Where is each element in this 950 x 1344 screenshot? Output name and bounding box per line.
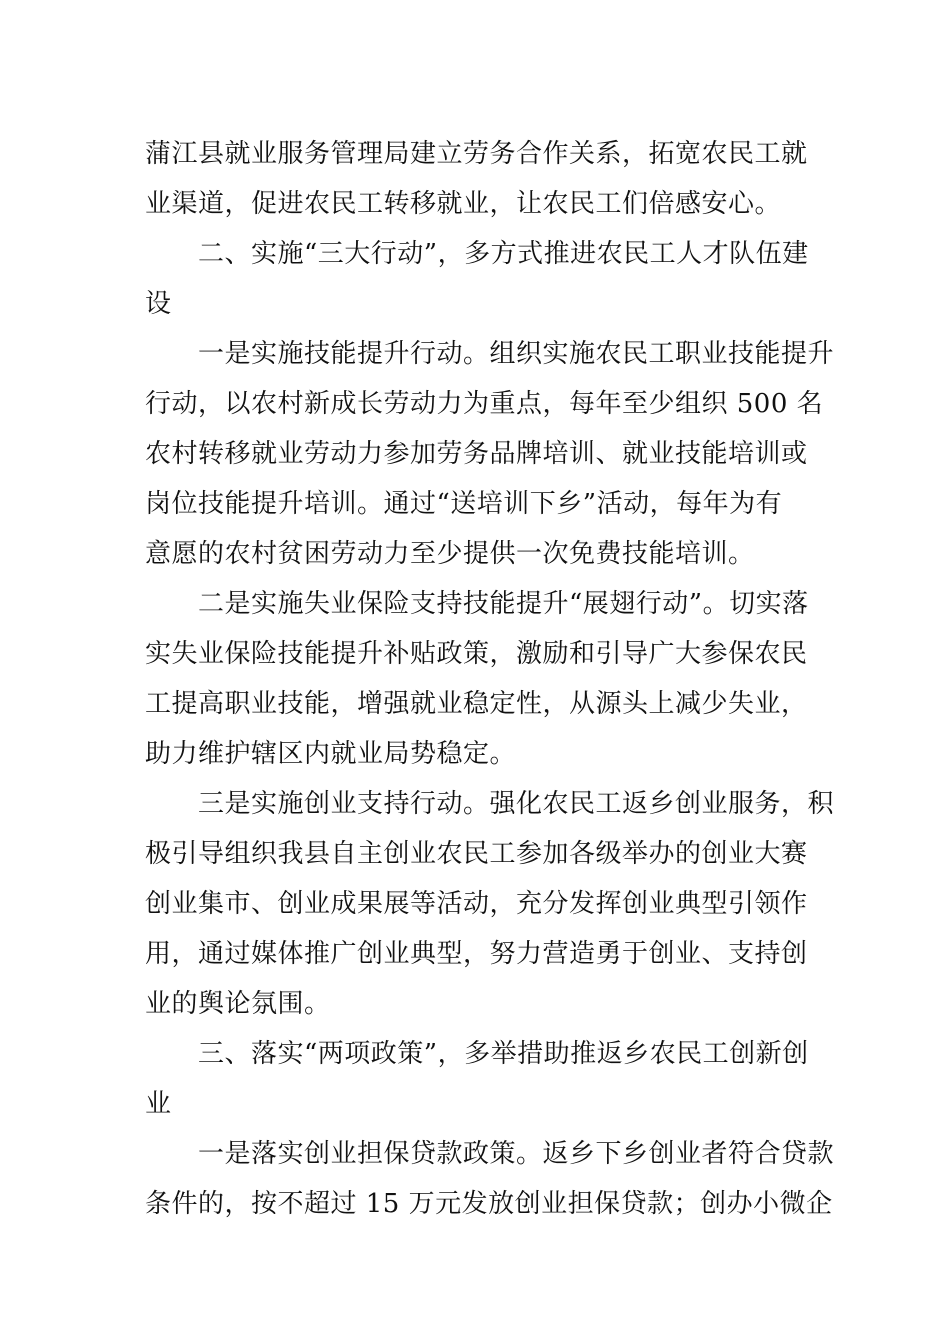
text-line: 二是实施失业保险支持技能提升“展翅行动”。切实落	[145, 589, 809, 619]
text-line: 极引导组织我县自主创业农民工参加各级举办的创业大赛	[145, 839, 808, 869]
section-heading: 三、落实“两项政策”，多举措助推返乡农民工创新创	[145, 1039, 809, 1069]
text-line: 行动，以农村新成长劳动力为重点，每年至少组织 500 名	[145, 389, 824, 419]
text-line: 蒲江县就业服务管理局建立劳务合作关系，拓宽农民工就	[145, 139, 808, 169]
text-line: 工提高职业技能，增强就业稳定性，从源头上减少失业，	[145, 689, 808, 719]
text-line: 意愿的农村贫困劳动力至少提供一次免费技能培训。	[145, 539, 755, 569]
text-line: 创业集市、创业成果展等活动，充分发挥创业典型引领作	[145, 889, 808, 919]
text-line: 农村转移就业劳动力参加劳务品牌培训、就业技能培训或	[145, 439, 808, 469]
text-line: 一是实施技能提升行动。组织实施农民工职业技能提升	[145, 339, 835, 369]
text-line: 业的舆论氛围。	[145, 989, 331, 1019]
text-line: 用，通过媒体推广创业典型，努力营造勇于创业、支持创	[145, 939, 808, 969]
text-line: 实失业保险技能提升补贴政策，激励和引导广大参保农民	[145, 639, 808, 669]
text-line: 业渠道，促进农民工转移就业，让农民工们倍感安心。	[145, 189, 782, 219]
text-line: 条件的，按不超过 15 万元发放创业担保贷款；创办小微企	[145, 1189, 833, 1219]
section-heading: 设	[145, 289, 172, 319]
section-heading: 二、实施“三大行动”，多方式推进农民工人才队伍建	[145, 239, 809, 269]
text-line: 一是落实创业担保贷款政策。返乡下乡创业者符合贷款	[145, 1139, 835, 1169]
text-line: 助力维护辖区内就业局势稳定。	[145, 739, 517, 769]
text-line: 岗位技能提升培训。通过“送培训下乡”活动，每年为有	[145, 489, 783, 519]
section-heading: 业	[145, 1089, 172, 1119]
text-line: 三是实施创业支持行动。强化农民工返乡创业服务，积	[145, 789, 835, 819]
